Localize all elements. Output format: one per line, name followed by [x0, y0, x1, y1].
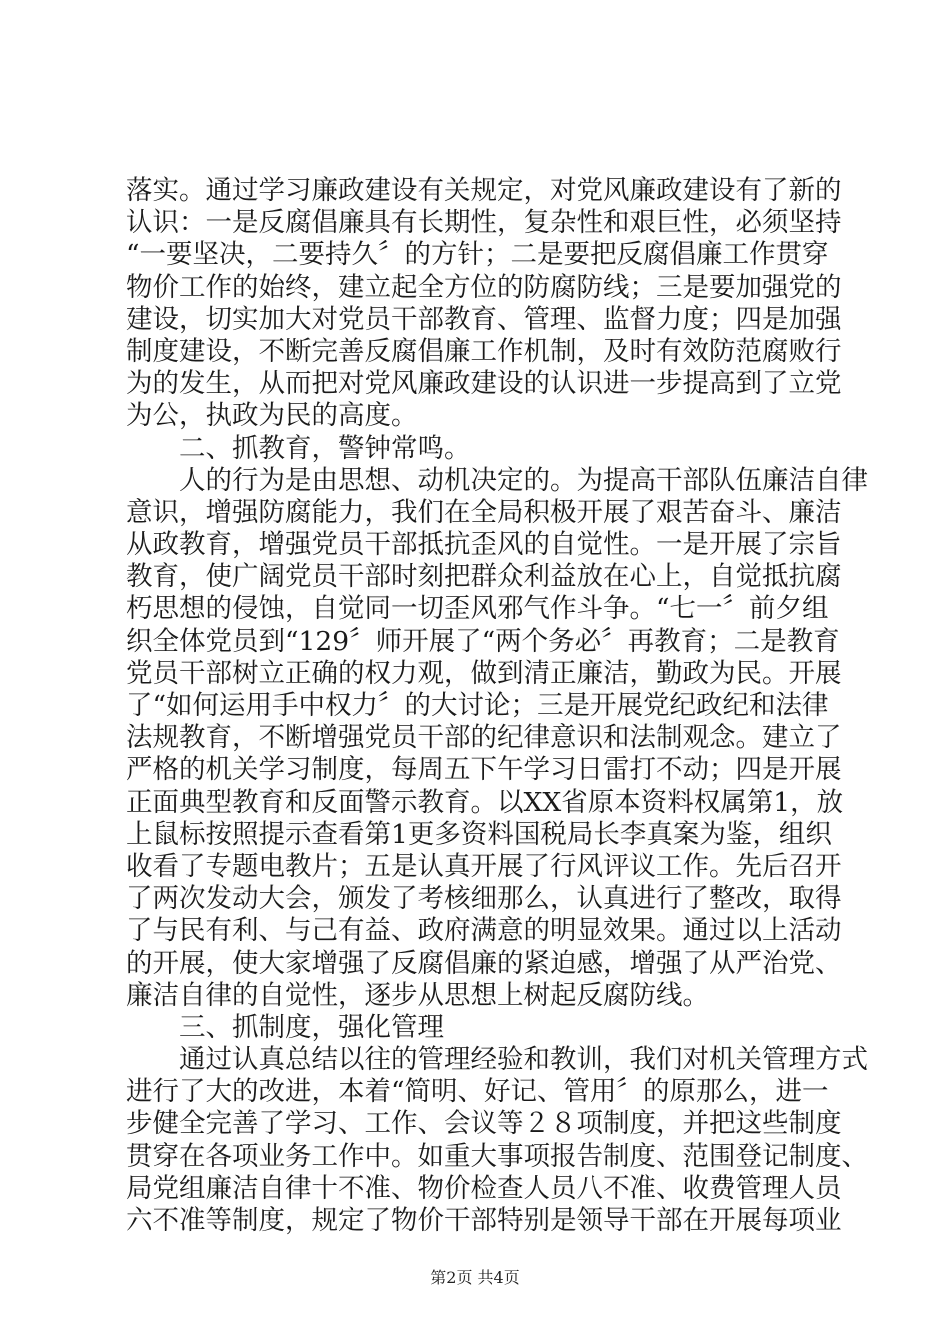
text-line: 法规教育，不断增强党员干部的纪律意识和法制观念。建立了 — [126, 722, 842, 754]
text-line: 朽思想的侵蚀，自觉同一切歪风邪气作斗争。“七一〞前夕组 — [126, 593, 829, 625]
text-line: 为的发生，从而把对党风廉政建设的认识进一步提高到了立党 — [126, 368, 842, 400]
text-line: 收看了专题电教片；五是认真开展了行风评议工作。先后召开 — [126, 850, 842, 882]
text-line: 正面典型教育和反面警示教育。以XX省原本资料权属第1，放 — [126, 786, 844, 818]
text-line: 了两次发动大会，颁发了考核细那么，认真进行了整改，取得 — [126, 883, 842, 915]
document-body — [126, 175, 868, 1237]
text-line: 廉洁自律的自觉性，逐步从思想上树起反腐防线。 — [126, 979, 709, 1011]
section-heading-education: 二、抓教育，警钟常鸣。 — [179, 432, 471, 464]
text-line: 制度建设，不断完善反腐倡廉工作机制，及时有效防范腐败行 — [126, 335, 842, 367]
text-line: 的开展，使大家增强了反腐倡廉的紧迫感，增强了从严治党、 — [126, 947, 842, 979]
text-line: 落实。通过学习廉政建设有关规定，对党风廉政建设有了新的 — [126, 175, 842, 206]
text-line: 党员干部树立正确的权力观，做到清正廉洁，勤政为民。开展 — [126, 657, 842, 689]
paragraph-start: 通过认真总结以往的管理经验和教训，我们对机关管理方式 — [179, 1044, 868, 1076]
text-line: 意识，增强防腐能力，我们在全局积极开展了艰苦奋斗、廉洁 — [126, 496, 842, 528]
section-heading-system: 三、抓制度，强化管理 — [179, 1011, 444, 1043]
text-line: 了“如何运用手中权力〞的大讨论；三是开展党纪政纪和法律 — [126, 690, 829, 721]
text-line: 进行了大的改进，本着“简明、好记、管用〞的原那么，进一 — [126, 1076, 829, 1108]
text-line: 织全体党员到“129〞师开展了“两个务必〞再教育；二是教育 — [126, 625, 840, 657]
paragraph-start: 人的行为是由思想、动机决定的。为提高干部队伍廉洁自律 — [179, 464, 868, 496]
text-line: 步健全完善了学习、工作、会议等２８项制度，并把这些制度 — [126, 1108, 842, 1140]
text-line: 六不准等制度，规定了物价干部特别是领导干部在开展每项业 — [126, 1205, 842, 1236]
text-line: 认识：一是反腐倡廉具有长期性，复杂性和艰巨性，必须坚持 — [126, 207, 842, 239]
text-line: 建设，切实加大对党员干部教育、管理、监督力度；四是加强 — [126, 303, 842, 335]
text-line: 局党组廉洁自律十不准、物价检查人员八不准、收费管理人员 — [126, 1172, 842, 1204]
text-line: “一要坚决，二要持久〞的方针；二是要把反腐倡廉工作贯穿 — [126, 239, 829, 271]
text-line: 物价工作的始终，建立起全方位的防腐防线；三是要加强党的 — [126, 271, 842, 303]
text-line: 从政教育，增强党员干部抵抗歪风的自觉性。一是开展了宗旨 — [126, 529, 842, 561]
text-line: 严格的机关学习制度，每周五下午学习日雷打不动；四是开展 — [126, 754, 842, 786]
text-line: 了与民有利、与己有益、政府满意的明显效果。通过以上活动 — [126, 915, 842, 947]
text-line: 贯穿在各项业务工作中。如重大事项报告制度、范围登记制度、 — [126, 1140, 868, 1172]
page-number-footer: 第2页 共4页 — [430, 1268, 520, 1287]
text-line: 上鼠标按照提示查看第1更多资料国税局长李真案为鉴，组织 — [126, 818, 832, 850]
text-line: 教育，使广阔党员干部时刻把群众利益放在心上，自觉抵抗腐 — [126, 561, 842, 593]
text-line: 为公，执政为民的高度。 — [126, 400, 418, 432]
